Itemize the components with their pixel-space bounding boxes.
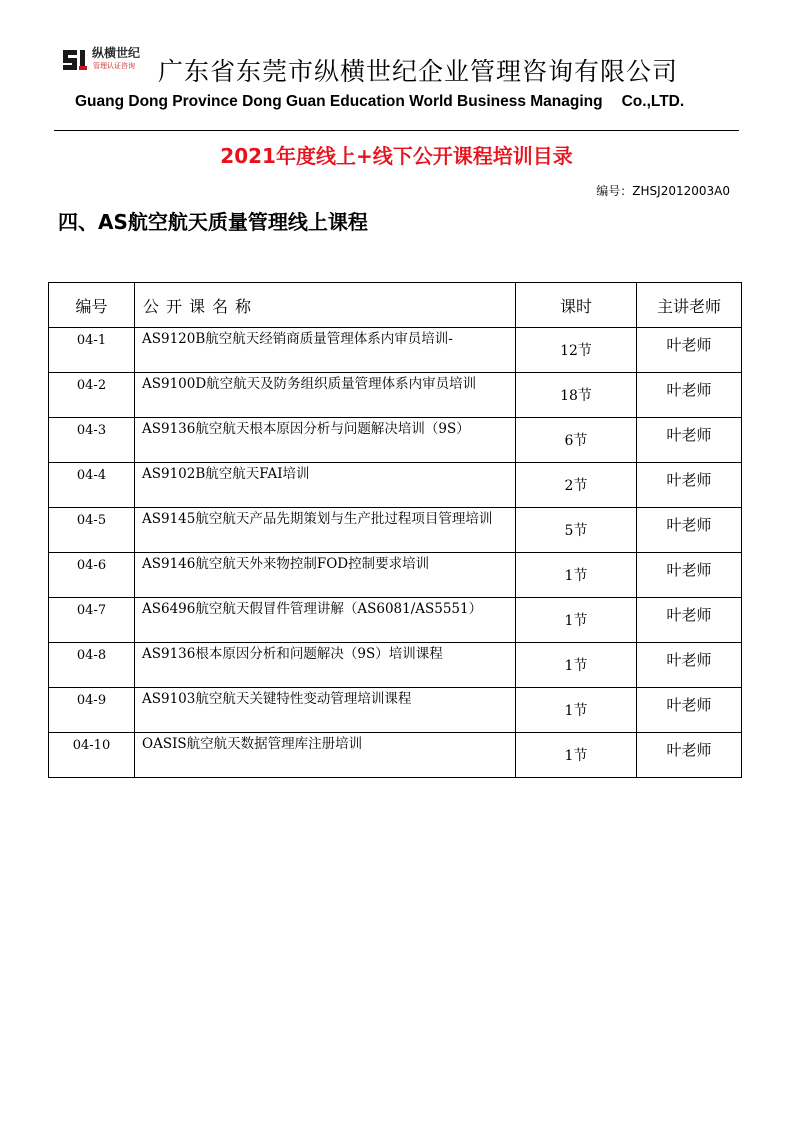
course-hours: 6节 bbox=[516, 418, 637, 463]
header-number: 编号 bbox=[49, 283, 135, 328]
table-row bbox=[49, 508, 742, 553]
table-row bbox=[49, 328, 742, 373]
header-teacher: 主讲老师 bbox=[637, 283, 742, 328]
course-number: 04-1 bbox=[49, 328, 135, 373]
section-title: 四、AS航空航天质量管理线上课程 bbox=[58, 210, 368, 234]
course-teacher: 叶老师 bbox=[637, 373, 742, 418]
header-course-name: 公开课名称 bbox=[135, 283, 516, 328]
course-teacher: 叶老师 bbox=[637, 553, 742, 598]
course-name: AS9136根本原因分析和问题解决（9S）培训课程 bbox=[135, 643, 516, 688]
course-number: 04-9 bbox=[49, 688, 135, 733]
course-name: AS9145航空航天产品先期策划与生产批过程项目管理培训 bbox=[135, 508, 516, 553]
course-hours: 1节 bbox=[516, 733, 637, 778]
course-name: AS9103航空航天关键特性变动管理培训课程 bbox=[135, 688, 516, 733]
table-row bbox=[49, 373, 742, 418]
course-number: 04-7 bbox=[49, 598, 135, 643]
course-teacher: 叶老师 bbox=[637, 508, 742, 553]
table-row bbox=[49, 598, 742, 643]
table-row bbox=[49, 733, 742, 778]
course-number: 04-6 bbox=[49, 553, 135, 598]
course-number: 04-10 bbox=[49, 733, 135, 778]
course-hours: 1节 bbox=[516, 688, 637, 733]
table-row bbox=[49, 463, 742, 508]
course-teacher: 叶老师 bbox=[637, 463, 742, 508]
course-teacher: 叶老师 bbox=[637, 733, 742, 778]
table-row bbox=[49, 553, 742, 598]
course-teacher: 叶老师 bbox=[637, 598, 742, 643]
header-hours: 课时 bbox=[516, 283, 637, 328]
course-table bbox=[48, 282, 742, 778]
document-number: 编号：ZHSJ2012003A0 bbox=[596, 184, 730, 198]
company-logo bbox=[60, 44, 150, 76]
company-logo-icon bbox=[60, 46, 88, 74]
table-row bbox=[49, 688, 742, 733]
course-name: OASIS航空航天数据管理库注册培训 bbox=[135, 733, 516, 778]
course-hours: 5节 bbox=[516, 508, 637, 553]
table-header-row bbox=[49, 283, 742, 328]
course-teacher: 叶老师 bbox=[637, 688, 742, 733]
course-number: 04-2 bbox=[49, 373, 135, 418]
course-hours: 1节 bbox=[516, 553, 637, 598]
course-number: 04-4 bbox=[49, 463, 135, 508]
course-name: AS9136航空航天根本原因分析与问题解决培训（9S） bbox=[135, 418, 516, 463]
course-name: AS6496航空航天假冒件管理讲解（AS6081/AS5551） bbox=[135, 598, 516, 643]
company-name-english-main: Guang Dong Province Dong Guan Education World Business Managing bbox=[75, 93, 603, 110]
course-hours: 18节 bbox=[516, 373, 637, 418]
course-hours: 12节 bbox=[516, 328, 637, 373]
company-name-english-suffix: Co.,LTD. bbox=[621, 93, 685, 110]
logo-name: 纵横世纪 bbox=[92, 46, 141, 60]
course-hours: 1节 bbox=[516, 643, 637, 688]
course-teacher: 叶老师 bbox=[637, 643, 742, 688]
table-row bbox=[49, 418, 742, 463]
course-name: AS9100D航空航天及防务组织质量管理体系内审员培训 bbox=[135, 373, 516, 418]
course-hours: 2节 bbox=[516, 463, 637, 508]
course-teacher: 叶老师 bbox=[637, 418, 742, 463]
course-name: AS9102B航空航天FAI培训 bbox=[135, 463, 516, 508]
course-name: AS9146航空航天外来物控制FOD控制要求培训 bbox=[135, 553, 516, 598]
course-teacher: 叶老师 bbox=[637, 328, 742, 373]
company-name-english bbox=[75, 93, 684, 111]
course-hours: 1节 bbox=[516, 598, 637, 643]
table-row bbox=[49, 643, 742, 688]
course-number: 04-3 bbox=[49, 418, 135, 463]
course-number: 04-8 bbox=[49, 643, 135, 688]
course-number: 04-5 bbox=[49, 508, 135, 553]
document-title: 2021年度线上+线下公开课程培训目录 bbox=[220, 144, 573, 168]
header-divider bbox=[54, 130, 739, 131]
company-name-chinese: 广东省东莞市纵横世纪企业管理咨询有限公司 bbox=[158, 57, 679, 86]
course-name: AS9120B航空航天经销商质量管理体系内审员培训- bbox=[135, 328, 516, 373]
logo-subtitle: 管理认证咨询 bbox=[93, 62, 135, 70]
